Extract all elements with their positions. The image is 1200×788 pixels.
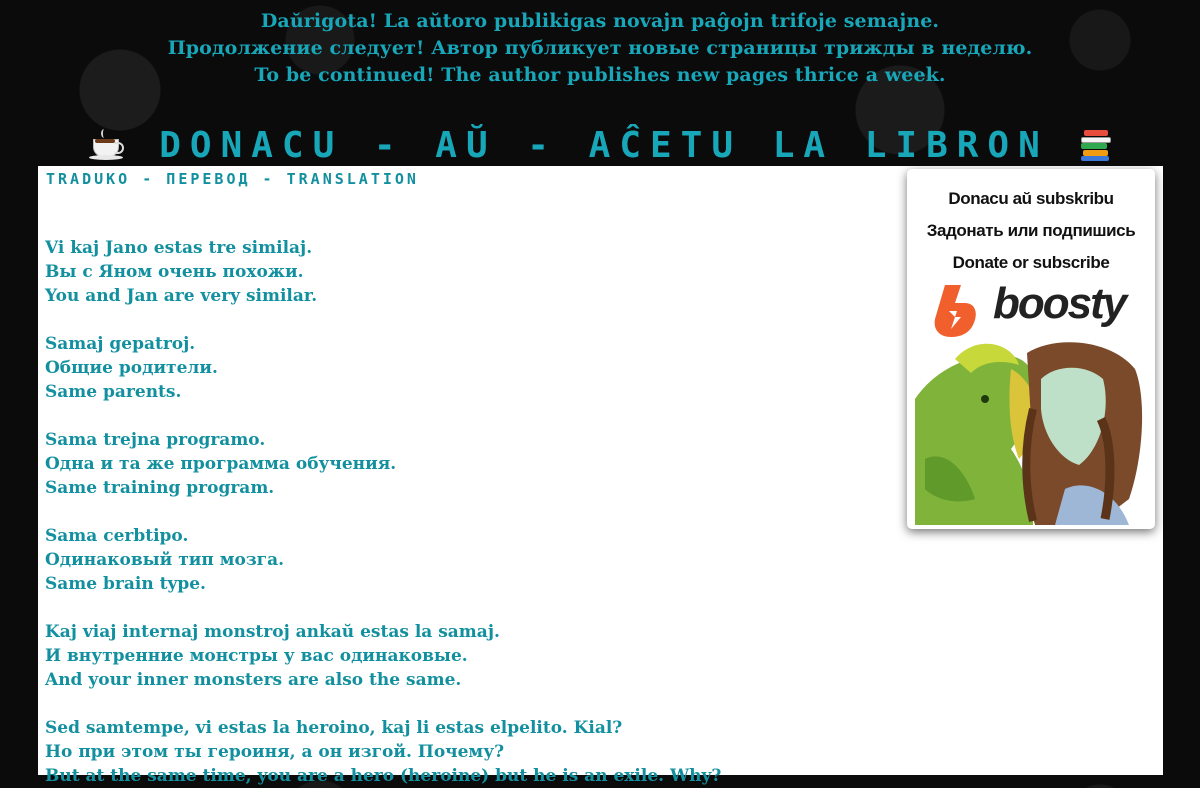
donate-menu: [0, 122, 1200, 168]
boosty-mark-icon: [931, 283, 979, 339]
translation-line: Same training program.: [45, 478, 275, 498]
translation-line: Sama trejna programo.: [45, 430, 266, 450]
notice-line-russian: Продолжение следует! Автор публикует новые страницы трижды в неделю.: [167, 37, 1033, 59]
book-stack-icon[interactable]: [1079, 129, 1111, 161]
coffee-cup-icon[interactable]: [89, 127, 125, 163]
banner-line-esperanto: Donacu aŭ subskribu: [948, 189, 1114, 208]
banner-line-english: Donate or subscribe: [952, 253, 1110, 272]
translation-line: Samaj gepatroj.: [45, 334, 196, 354]
boosty-donate-banner[interactable]: [907, 169, 1155, 529]
translation-line: Sed samtempe, vi estas la heroino, kaj li estas elpelito. Kial?: [45, 718, 623, 738]
translation-line: Общие родители.: [45, 358, 218, 378]
boosty-logo: [931, 281, 1141, 341]
banner-line-russian: Задонать или подпишись: [926, 221, 1136, 240]
translation-line: And your inner monsters are also the same.: [45, 670, 462, 690]
dragon-and-girl-illustration: [915, 339, 1147, 525]
translation-line: Вы с Яном очень похожи.: [45, 262, 304, 282]
boosty-wordmark: boosty: [993, 279, 1126, 328]
translation-line: Одинаковый тип мозга.: [45, 550, 285, 570]
translation-line: You and Jan are very similar.: [45, 286, 318, 306]
translation-line: И внутренние монстры у вас одинаковые.: [45, 646, 468, 666]
translation-heading: TRADUKO - ПЕРЕВОД - TRANSLATION: [46, 170, 419, 188]
notice-line-english: To be continued! The author publishes new pages thrice a week.: [254, 64, 946, 86]
donate-buy-book-link[interactable]: DONACU - AŬ - AĈETU LA LIBRON: [159, 124, 1049, 166]
translation-line: Vi kaj Jano estas tre similaj.: [45, 238, 313, 258]
translation-text: [45, 236, 885, 788]
translation-line: Same brain type.: [45, 574, 206, 594]
translation-line: Kaj viaj internaj monstroj ankaŭ estas la samaj.: [45, 622, 500, 642]
comic-page-content: [38, 166, 1163, 786]
translation-line: Но при этом ты героиня, а он изгой. Почему?: [45, 742, 505, 762]
translation-line: Same parents.: [45, 382, 182, 402]
translation-line: Sama cerbtipo.: [45, 526, 189, 546]
continuation-notice: [0, 8, 1200, 89]
translation-line: But at the same time, you are a hero (heroine) but he is an exile. Why?: [45, 766, 722, 786]
translation-line: Одна и та же программа обучения.: [45, 454, 397, 474]
notice-line-esperanto: Daŭrigota! La aŭtoro publikigas novajn paĝojn trifoje semajne.: [260, 10, 940, 32]
